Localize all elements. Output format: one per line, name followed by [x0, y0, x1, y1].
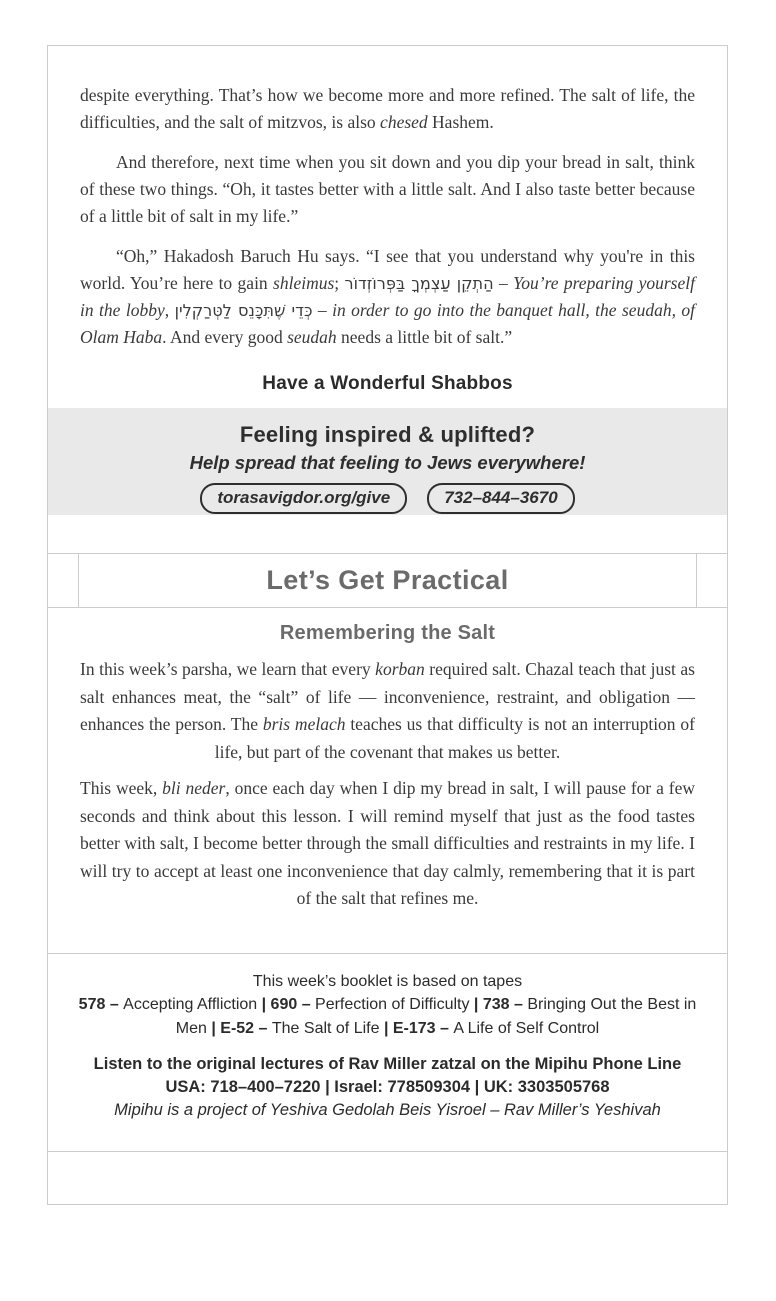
header-left-rule — [78, 554, 79, 607]
donation-banner — [48, 408, 727, 515]
tapes-footer — [48, 953, 727, 1151]
tapes-list: 578 – Accepting Affliction | 690 – Perfection of Difficulty | 738 – Bringing Out the Best in Men | E-52 – The Salt of Life | E-173 – A Life of Self Control — [78, 996, 697, 1037]
header-right-rule — [696, 554, 697, 607]
tapes-intro: This week’s booklet is based on tapes — [252, 973, 523, 990]
practical-paragraph-1: In this week’s parsha, we learn that every korban required salt. Chazal teach that just as salt enhances meat, the “salt” of life — inconvenience, restraint, and obligation — enhances the person. The bris melach teaches us that difficulty is not an interruption of life, but part of the covenant that makes us better. — [80, 659, 695, 762]
practical-subheading: Remembering the Salt — [279, 622, 496, 644]
booklet-page-frame — [47, 45, 728, 1205]
mipihu-block — [74, 1053, 701, 1122]
practical-header-row — [48, 553, 727, 608]
mipihu-phone-numbers: USA: 718–400–7220 | Israel: 778509304 | UK: 3303505768 — [165, 1078, 610, 1096]
mipihu-listen-line: Listen to the original lectures of Rav Miller zatzal on the Mipihu Phone Line — [93, 1055, 682, 1073]
article-paragraph-1: despite everything. That’s how we become more and more refined. The salt of life, the difficulties, and the salt of mitzvos, is also chesed Hashem. — [80, 85, 695, 132]
donation-phone-button[interactable]: 732–844–3670 — [427, 483, 574, 514]
donation-title: Feeling inspired & uplifted? — [239, 422, 536, 447]
practical-section — [48, 608, 727, 953]
next-section-empty — [48, 1151, 727, 1301]
mipihu-credit-line: Mipihu is a project of Yeshiva Gedolah Beis Yisroel – Rav Miller’s Yeshivah — [114, 1101, 661, 1119]
article-paragraph-3: “Oh,” Hakadosh Baruch Hu says. “I see that you understand why you're in this world. You’re here to gain shleimus; הַתְקֵן עַצְמְךָ בַּפְּרוֹזְדוֹר – You’re preparing yourself in the lobby, כְּדֵי שֶׁתִּכָּנֵס לַטְּרַקְלִין – in order to go into the banquet hall, the seudah, of Olam Haba. And every good seudah needs a little bit of salt.” — [80, 246, 696, 347]
article-paragraph-2: And therefore, next time when you sit down and you dip your bread in salt, think of these two things. “Oh, it tastes better with a little salt. And I also taste better because of a little bit of salt in my life.” — [80, 152, 695, 226]
donation-subtitle: Help spread that feeling to Jews everywhere! — [189, 452, 586, 473]
shabbos-greeting: Have a Wonderful Shabbos — [262, 373, 513, 394]
donation-buttons — [48, 483, 727, 514]
donation-url-button[interactable]: torasavigdor.org/give — [200, 483, 407, 514]
practical-paragraph-2: This week, bli neder, once each day when I dip my bread in salt, I will pause for a few seconds and think about this lesson. I will remind myself that just as the food tastes better with salt, I become better through the small difficulties and restraints in my life. I will try to accept at least one inconvenience that day calmly, remembering that it is part of the salt that refines me. — [80, 778, 696, 908]
practical-header-title: Let’s Get Practical — [266, 565, 509, 595]
article-section — [48, 46, 727, 553]
